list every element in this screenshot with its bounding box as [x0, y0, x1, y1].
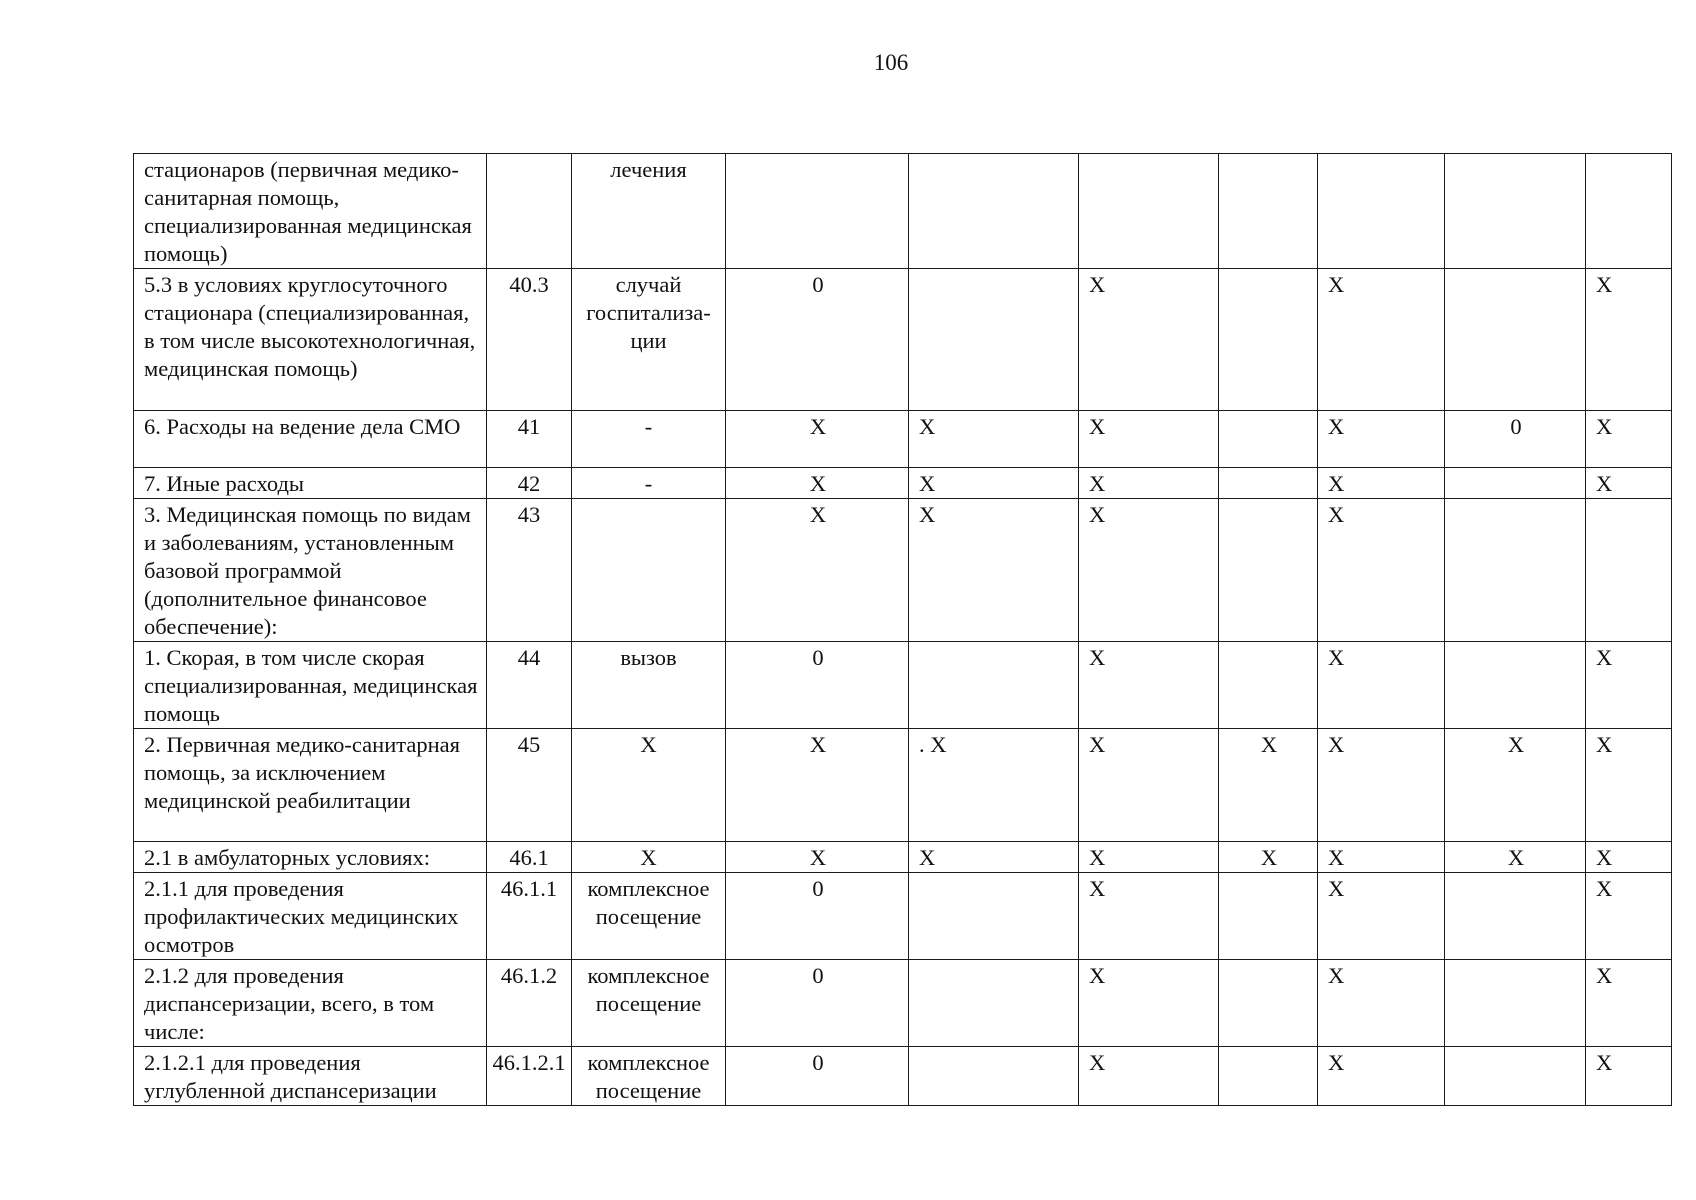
value-cell-col-10: X [1586, 468, 1672, 499]
value-cell-col-10: X [1586, 269, 1672, 411]
value-cell-col-5: X [909, 499, 1079, 642]
value-cell-col-4: X [726, 842, 909, 873]
row-unit-cell: комплексное посещение [572, 1047, 726, 1106]
page-number: 106 [873, 50, 909, 75]
value-cell-col-4: 0 [726, 1047, 909, 1106]
row-name-cell: 2.1.2.1 для проведения углубленной диспансеризации [134, 1047, 487, 1106]
value-cell-col-4: X [726, 729, 909, 842]
value-cell-col-5: . X [909, 729, 1079, 842]
value-cell-col-7: X [1219, 842, 1318, 873]
cost-table [133, 153, 1672, 1106]
row-unit-cell: вызов [572, 642, 726, 729]
value-cell-col-9 [1445, 499, 1586, 642]
value-cell-col-5 [909, 642, 1079, 729]
value-cell-col-6: X [1079, 499, 1219, 642]
value-cell-col-4: 0 [726, 960, 909, 1047]
value-cell-col-8: X [1318, 873, 1445, 960]
value-cell-col-10: X [1586, 873, 1672, 960]
value-cell-col-8: X [1318, 729, 1445, 842]
value-cell-col-7: X [1219, 729, 1318, 842]
value-cell-col-7 [1219, 468, 1318, 499]
value-cell-col-7 [1219, 1047, 1318, 1106]
row-unit-cell: комплексное посещение [572, 873, 726, 960]
row-code-cell: 46.1.2 [487, 960, 572, 1047]
value-cell-col-9: 0 [1445, 411, 1586, 468]
value-cell-col-10: X [1586, 1047, 1672, 1106]
value-cell-col-5: X [909, 411, 1079, 468]
value-cell-col-4 [726, 154, 909, 269]
value-cell-col-7 [1219, 499, 1318, 642]
value-cell-col-6: X [1079, 468, 1219, 499]
row-code-cell: 44 [487, 642, 572, 729]
value-cell-col-9: X [1445, 842, 1586, 873]
table-row [134, 729, 1672, 842]
value-cell-col-4: 0 [726, 873, 909, 960]
table-row [134, 642, 1672, 729]
value-cell-col-9 [1445, 873, 1586, 960]
table-row [134, 468, 1672, 499]
table-row [134, 873, 1672, 960]
value-cell-col-10: X [1586, 642, 1672, 729]
table-row [134, 842, 1672, 873]
value-cell-col-4: 0 [726, 642, 909, 729]
value-cell-col-8 [1318, 154, 1445, 269]
value-cell-col-6 [1079, 154, 1219, 269]
row-code-cell: 43 [487, 499, 572, 642]
value-cell-col-5: X [909, 842, 1079, 873]
value-cell-col-6: X [1079, 842, 1219, 873]
value-cell-col-8: X [1318, 960, 1445, 1047]
row-unit-cell: комплексное посещение [572, 960, 726, 1047]
value-cell-col-6: X [1079, 873, 1219, 960]
value-cell-col-6: X [1079, 642, 1219, 729]
value-cell-col-4: 0 [726, 269, 909, 411]
value-cell-col-5 [909, 960, 1079, 1047]
value-cell-col-8: X [1318, 269, 1445, 411]
row-unit-cell: лечения [572, 154, 726, 269]
value-cell-col-7 [1219, 154, 1318, 269]
value-cell-col-6: X [1079, 269, 1219, 411]
value-cell-col-10: X [1586, 729, 1672, 842]
row-code-cell: 46.1 [487, 842, 572, 873]
value-cell-col-7 [1219, 960, 1318, 1047]
value-cell-col-10: X [1586, 960, 1672, 1047]
row-name-cell: стационаров (первичная медико-санитарная помощь, специализированная медицинская помощь) [134, 154, 487, 269]
value-cell-col-6: X [1079, 1047, 1219, 1106]
value-cell-col-4: X [726, 468, 909, 499]
row-code-cell: 40.3 [487, 269, 572, 411]
value-cell-col-5 [909, 873, 1079, 960]
value-cell-col-4: X [726, 411, 909, 468]
row-name-cell: 2. Первичная медико-санитарная помощь, за исключением медицинской реабилитации [134, 729, 487, 842]
row-name-cell: 2.1.1 для проведения профилактических медицинских осмотров [134, 873, 487, 960]
row-name-cell: 5.3 в условиях круглосуточного стационара (специализированная, в том числе высокотехнологичная, медицинская помощь) [134, 269, 487, 411]
value-cell-col-9 [1445, 468, 1586, 499]
row-name-cell: 2.1.2 для проведения диспансеризации, всего, в том числе: [134, 960, 487, 1047]
value-cell-col-8: X [1318, 642, 1445, 729]
value-cell-col-9 [1445, 642, 1586, 729]
row-code-cell: 42 [487, 468, 572, 499]
value-cell-col-10: X [1586, 411, 1672, 468]
value-cell-col-9 [1445, 154, 1586, 269]
value-cell-col-10: X [1586, 842, 1672, 873]
value-cell-col-8: X [1318, 411, 1445, 468]
table-body [134, 154, 1672, 1106]
row-unit-cell: X [572, 729, 726, 842]
value-cell-col-9 [1445, 1047, 1586, 1106]
value-cell-col-6: X [1079, 729, 1219, 842]
value-cell-col-6: X [1079, 960, 1219, 1047]
value-cell-col-4: X [726, 499, 909, 642]
value-cell-col-7 [1219, 642, 1318, 729]
table-row [134, 154, 1672, 269]
value-cell-col-8: X [1318, 468, 1445, 499]
value-cell-col-6: X [1079, 411, 1219, 468]
value-cell-col-10 [1586, 499, 1672, 642]
value-cell-col-7 [1219, 411, 1318, 468]
value-cell-col-5 [909, 154, 1079, 269]
row-code-cell: 46.1.1 [487, 873, 572, 960]
value-cell-col-8: X [1318, 499, 1445, 642]
value-cell-col-7 [1219, 873, 1318, 960]
row-code-cell: 45 [487, 729, 572, 842]
row-code-cell: 41 [487, 411, 572, 468]
row-name-cell: 6. Расходы на ведение дела СМО [134, 411, 487, 468]
row-unit-cell: случай госпитализа-ции [572, 269, 726, 411]
value-cell-col-8: X [1318, 842, 1445, 873]
value-cell-col-9 [1445, 960, 1586, 1047]
row-unit-cell [572, 499, 726, 642]
value-cell-col-5: X [909, 468, 1079, 499]
value-cell-col-5 [909, 269, 1079, 411]
row-name-cell: 2.1 в амбулаторных условиях: [134, 842, 487, 873]
row-unit-cell: - [572, 411, 726, 468]
row-code-cell: 46.1.2.1 [487, 1047, 572, 1106]
value-cell-col-9 [1445, 269, 1586, 411]
row-name-cell: 7. Иные расходы [134, 468, 487, 499]
table-row [134, 411, 1672, 468]
row-unit-cell: - [572, 468, 726, 499]
table-row [134, 269, 1672, 411]
value-cell-col-7 [1219, 269, 1318, 411]
row-code-cell [487, 154, 572, 269]
value-cell-col-8: X [1318, 1047, 1445, 1106]
table-row [134, 960, 1672, 1047]
table-row [134, 499, 1672, 642]
table-row [134, 1047, 1672, 1106]
row-name-cell: 3. Медицинская помощь по видам и заболеваниям, установленным базовой программой (дополнительное финансовое обеспечение): [134, 499, 487, 642]
row-name-cell: 1. Скорая, в том числе скорая специализированная, медицинская помощь [134, 642, 487, 729]
row-unit-cell: X [572, 842, 726, 873]
value-cell-col-5 [909, 1047, 1079, 1106]
value-cell-col-9: X [1445, 729, 1586, 842]
value-cell-col-10 [1586, 154, 1672, 269]
